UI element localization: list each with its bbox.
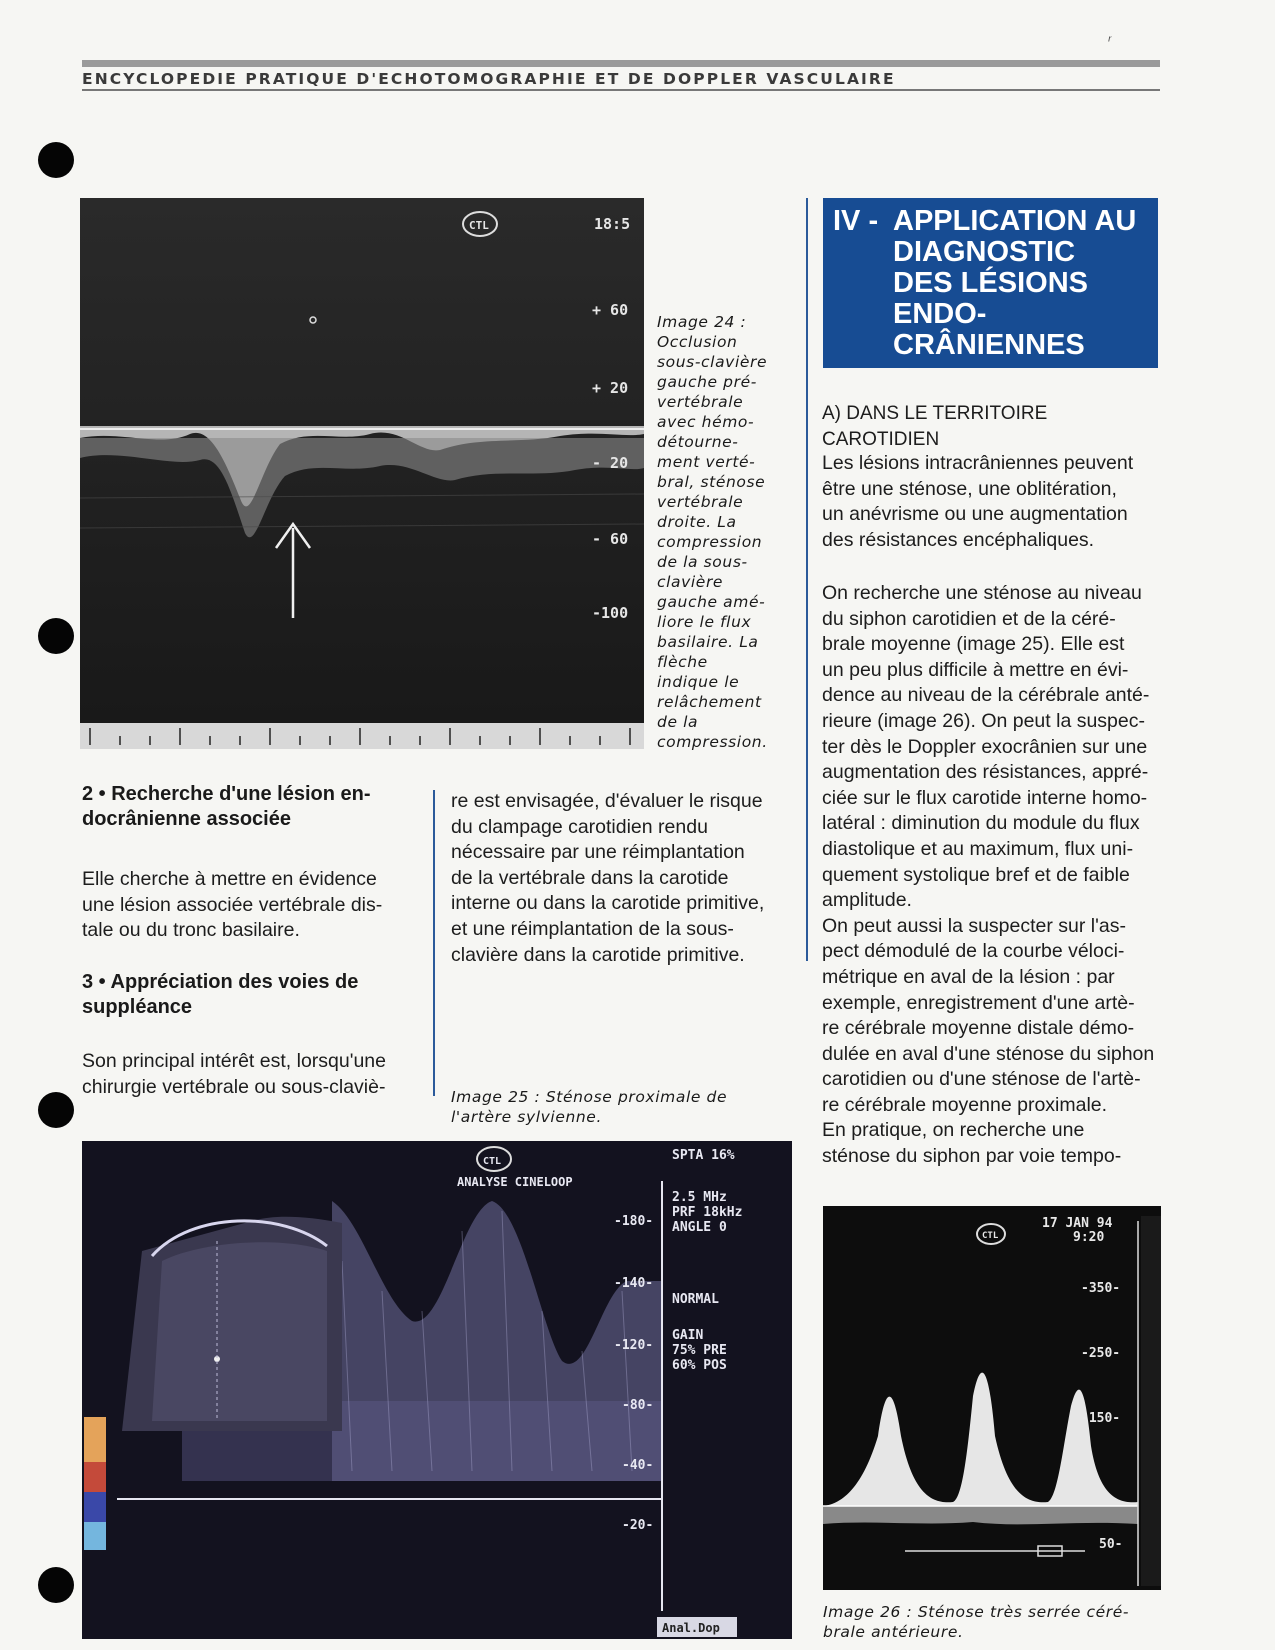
corner-mark: ʳ (1108, 32, 1112, 48)
scale-label: -140- (614, 1276, 654, 1291)
caption-image-25: Image 25 : Sténose proximale de l'artère sylvienne. (451, 1088, 728, 1126)
settings-readout: SPTA 16% (672, 1148, 735, 1163)
scale-label: + 60 (592, 301, 629, 319)
settings-readout: ANGLE 0 (672, 1220, 727, 1235)
running-header: ENCYCLOPEDIE PRATIQUE D'ECHOTOMOGRAPHIE ET DE DOPPLER VASCULAIRE (82, 70, 896, 88)
binder-hole (38, 618, 74, 654)
caption-image-24: Image 24 : Occlusion sous-clavière gauche pré- vertébrale avec hémo- détourne- ment verté- bral, sténose vertébrale droite. La compression de la sous- clavière gauche amé- liore le flux basilaire. La flèche indique le relâchement de la compression. (657, 313, 768, 751)
scale-label: 50- (1099, 1537, 1123, 1552)
time-readout-24: 18:5 (594, 215, 631, 233)
settings-readout: 2.5 MHz (672, 1190, 727, 1205)
paragraph-right-1: Les lésions intracrâniennes peuvent être une sténose, une oblitération, un anévrisme ou une augmentation des résistances encéphaliques. (822, 452, 1134, 551)
paragraph-left-1: Elle cherche à mettre en évidence une lésion associée vertébrale dis- tale ou du tronc basilaire. (82, 868, 383, 942)
scale-label: -100 (592, 604, 629, 622)
column-rule (433, 790, 435, 1096)
section-title-box (823, 198, 1158, 368)
binder-hole (38, 1567, 74, 1603)
doppler-image-24 (80, 198, 644, 749)
binder-hole (38, 1092, 74, 1128)
binder-hole (38, 142, 74, 178)
settings-readout: PRF 18kHz (672, 1205, 743, 1220)
section-title: APPLICATION AU DIAGNOSTIC DES LÉSIONS ENDO- CRÂNIENNES (893, 205, 1137, 361)
scale-label: -350- (1081, 1281, 1121, 1296)
doppler-image-25 (82, 1141, 792, 1639)
scale-label: -250- (1081, 1346, 1121, 1361)
logo-ctl-25: CTL (483, 1156, 502, 1167)
scale-label: -120- (614, 1338, 654, 1353)
settings-readout: GAIN (672, 1328, 704, 1343)
paragraph-middle: re est envisagée, d'évaluer le risque du clampage carotidien rendu nécessaire par une réimplantation de la vertébrale dans la carotide interne ou dans la carotide primitive, et une réimplantation de la sous- clavière dans la carotide primitive. (451, 790, 765, 966)
analyse-label: ANALYSE CINELOOP (457, 1175, 573, 1189)
header-rule (82, 89, 1160, 91)
settings-readout: 60% POS (672, 1358, 727, 1373)
section-number: IV - (833, 205, 879, 237)
scale-label: + 20 (592, 379, 629, 397)
settings-readout: NORMAL (672, 1292, 719, 1307)
scale-label: -180- (614, 1214, 654, 1229)
scale-label: -80- (622, 1398, 654, 1413)
caption-image-26: Image 26 : Sténose très serrée céré- brale antérieure. (823, 1603, 1130, 1641)
header-bar (82, 60, 1160, 67)
column-rule (806, 198, 808, 961)
doppler-image-26 (823, 1206, 1161, 1590)
subheading-carotid: A) DANS LE TERRITOIRE CAROTIDIEN (822, 403, 1048, 450)
scale-label: -150- (1081, 1411, 1121, 1426)
heading-section-2: 2 • Recherche d'une lésion en- docrânienne associée (82, 783, 371, 830)
analysis-label: Anal.Dop (662, 1621, 720, 1635)
logo-ctl-26: CTL (982, 1231, 999, 1241)
scale-label: -40- (622, 1458, 654, 1473)
scale-label: - 20 (592, 454, 629, 472)
scale-label: -20- (622, 1518, 654, 1533)
logo-ctl-24: CTL (469, 219, 489, 232)
paragraph-left-2: Son principal intérêt est, lorsqu'une chirurgie vertébrale ou sous-claviè- (82, 1050, 386, 1098)
date-readout: 17 JAN 94 (1042, 1216, 1113, 1231)
paragraph-right-2: On recherche une sténose au niveau du siphon carotidien et de la céré- brale moyenne (image 25). Elle est un peu plus difficile à mettre en évi- dence au niveau de la cérébrale anté- rieure (image 26). On peut la suspec- ter dès le Doppler exocrânien sur une augmentation des résistances, appré- ciée sur le flux carotide interne homo- latéral : diminution du module du flux diastolique et au maximum, flux uni- quement systolique bref et de faible amplitude. On peut aussi la suspecter sur l'as- pect démodulé de la courbe véloci- métrique en aval de la lésion : par exemple, enregistrement d'une artè- re cérébrale moyenne distale démo- dulée en aval d'une sténose du siphon carotidien ou d'une sténose de l'artè- re cérébrale moyenne proximale. En pratique, on recherche une sténose du siphon par voie tempo- (822, 582, 1155, 1168)
time-readout-26: 9:20 (1073, 1230, 1105, 1245)
scale-label: - 60 (592, 530, 629, 548)
settings-readout: 75% PRE (672, 1343, 727, 1358)
heading-section-3: 3 • Appréciation des voies de suppléance (82, 971, 359, 1018)
